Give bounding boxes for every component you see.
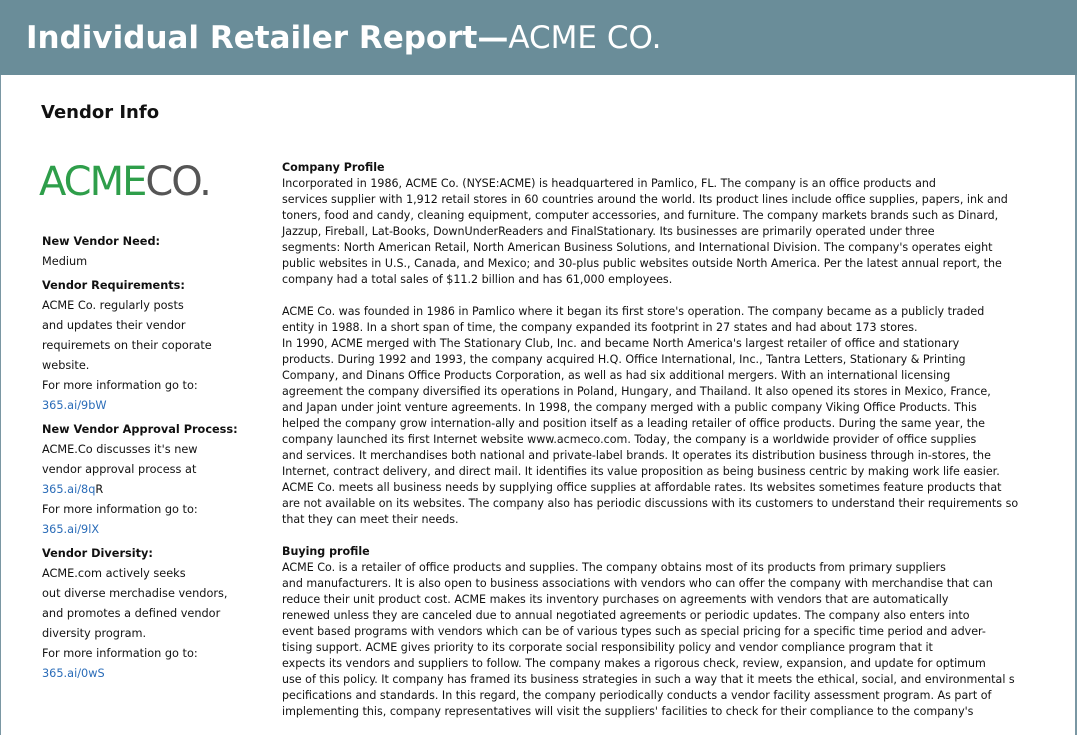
vendor-diversity-text: For more information go to: xyxy=(42,647,198,660)
vendor-requirements-text: For more information go to: xyxy=(42,379,198,392)
company-history-line: In 1990, ACME merged with The Stationary Club, Inc. and became North America's largest retailer of office and stationary xyxy=(282,337,960,350)
company-profile-line: public websites in U.S., Canada, and Mexico; and 30-plus public websites outside North America. Per the latest annual report, the xyxy=(282,257,1002,270)
company-profile-line: segments: North American Retail, North American Business Solutions, and International Division. The company's operates eight xyxy=(282,241,993,254)
company-history-line: that they can meet their needs. xyxy=(282,513,459,526)
buying-profile-line: event based programs with vendors which can be of various types such as special pricing for a specific time period and adver- xyxy=(282,625,986,638)
company-history-line: agreement the company diversified its operations in Poland, Hungary, and Thailand. It also opened its stores in Mexico, France, xyxy=(282,385,991,398)
buying-profile-line: implementing this, company representatives will visit the suppliers' facilities to check for their compliance to the company's xyxy=(282,705,974,718)
company-history-line: products. During 1992 and 1993, the company acquired H.Q. Office International, Inc., Tantra Letters, Stationary & Printing xyxy=(282,353,966,366)
vendor-approval-link[interactable]: 365.ai/8q xyxy=(42,483,96,496)
vendor-diversity-label: Vendor Diversity: xyxy=(42,547,153,560)
vendor-diversity-text: out diverse merchadise vendors, xyxy=(42,587,228,600)
new-vendor-need-label: New Vendor Need: xyxy=(42,235,161,248)
logo-text-co: CO. xyxy=(145,159,210,205)
vendor-approval-text: ACME.Co discusses it's new xyxy=(42,443,198,456)
logo-text-acme: ACME xyxy=(39,159,146,205)
company-profile-line: toners, food and candy, cleaning equipment, computer accessories, and furniture. The company markets brands such as Dinard, xyxy=(282,209,999,222)
company-profile-line: Jazzup, Fireball, Lat-Books, DownUnderReaders and FinalStationary. Its businesses are primarily operated under three xyxy=(282,225,935,238)
vendor-diversity-text: diversity program. xyxy=(42,627,147,640)
vendor-sidebar xyxy=(42,228,262,684)
buying-profile-line: tising support. ACME gives priority to its corporate social responsibility policy and vendor compliance program that it xyxy=(282,641,933,654)
vendor-approval-more-text: For more information go to: xyxy=(42,503,198,516)
company-history-line: helped the company grow internation-ally and position itself as a leading retailer of office products. During the same year, the xyxy=(282,417,985,430)
company-history-line: and Japan under joint venture agreements. In 1998, the company merged with a public company Viking Office Products. This xyxy=(282,401,977,414)
section-title: Vendor Info xyxy=(41,102,160,123)
company-history-line: are not available on its websites. The company also has periodic discussions with its customers to understand their requirements so xyxy=(282,497,1019,510)
report-title xyxy=(26,20,661,56)
buying-profile-line: use of this policy. It company has framed its business strategies in such a way that it meets the ethical, social, and environmental s xyxy=(282,673,1015,686)
vendor-requirements-text: website. xyxy=(42,359,90,372)
buying-profile-line: renewed unless they are canceled due to annual negotiated agreements or periodic updates. The company also enters into xyxy=(282,609,970,622)
buying-profile-heading: Buying profile xyxy=(282,545,370,558)
company-profile-line: services supplier with 1,912 retail stores in 60 countries around the world. Its product lines include office supplies, papers, ink and xyxy=(282,193,1008,206)
vendor-approval-text: vendor approval process at xyxy=(42,463,197,476)
vendor-approval-more-link[interactable]: 365.ai/9lX xyxy=(42,523,100,536)
vendor-requirements-text: ACME Co. regularly posts xyxy=(42,299,184,312)
acme-logo xyxy=(39,160,210,204)
report-body xyxy=(282,160,1042,720)
vendor-requirements-text: and updates their vendor xyxy=(42,319,186,332)
vendor-requirements-label: Vendor Requirements: xyxy=(42,279,185,292)
vendor-diversity-text: and promotes a defined vendor xyxy=(42,607,221,620)
report-header xyxy=(0,0,1077,75)
report-title-company: ACME CO. xyxy=(508,20,662,56)
report-title-bold: Individual Retailer Report— xyxy=(26,20,509,56)
company-history-line: Internet, contract delivery, and direct mail. It identifies its value proposition as being business centric by making work life easier. xyxy=(282,465,1000,478)
vendor-approval-link-tail: R xyxy=(95,483,104,496)
company-history-line: company launched its first Internet website www.acmeco.com. Today, the company is a worldwide provider of office supplies xyxy=(282,433,977,446)
company-history-line: ACME Co. meets all business needs by supplying office supplies at affordable rates. Its websites sometimes feature products that xyxy=(282,481,1002,494)
buying-profile-line: reduce their unit product cost. ACME makes its inventory purchases on agreements with vendors that are automatically xyxy=(282,593,949,606)
company-history-line: and services. It merchandises both national and private-label brands. It operates its distribution business through in-stores, the xyxy=(282,449,991,462)
vendor-approval-link-row xyxy=(42,480,262,500)
page-border-left xyxy=(0,75,1,735)
buying-profile-line: pecifications and standards. In this regard, the company periodically conducts a vendor facility assessment program. As part of xyxy=(282,689,992,702)
vendor-diversity-link[interactable]: 365.ai/0wS xyxy=(42,667,105,680)
buying-profile-line: expects its vendors and suppliers to follow. The company makes a rigorous check, review, expansion, and update for optimum xyxy=(282,657,986,670)
company-history-line: Company, and Dinans Office Products Corporation, as well as had six additional mergers. With an international licensing xyxy=(282,369,951,382)
paragraph-gap xyxy=(282,528,1042,544)
company-profile-line: company had a total sales of $11.2 billion and has 61,000 employees. xyxy=(282,273,673,286)
vendor-requirements-link[interactable]: 365.ai/9bW xyxy=(42,399,107,412)
company-profile-line: Incorporated in 1986, ACME Co. (NYSE:ACME) is headquartered in Pamlico, FL. The company is an office products and xyxy=(282,177,936,190)
company-history-line: ACME Co. was founded in 1986 in Pamlico where it began its first store's operation. The company became as a publicly traded xyxy=(282,305,985,318)
paragraph-gap xyxy=(282,288,1042,304)
vendor-diversity-text: ACME.com actively seeks xyxy=(42,567,186,580)
buying-profile-line: and manufacturers. It is also open to business associations with vendors who can offer the company with merchandise that can xyxy=(282,577,993,590)
vendor-requirements-text: requiremets on their coporate xyxy=(42,339,212,352)
vendor-approval-label: New Vendor Approval Process: xyxy=(42,423,238,436)
company-profile-heading: Company Profile xyxy=(282,161,385,174)
buying-profile-line: ACME Co. is a retailer of office products and supplies. The company obtains most of its products from primary suppliers xyxy=(282,561,946,574)
new-vendor-need-value: Medium xyxy=(42,255,88,268)
company-history-line: entity in 1988. In a short span of time, the company expanded its footprint in 27 states and had about 173 stores. xyxy=(282,321,918,334)
